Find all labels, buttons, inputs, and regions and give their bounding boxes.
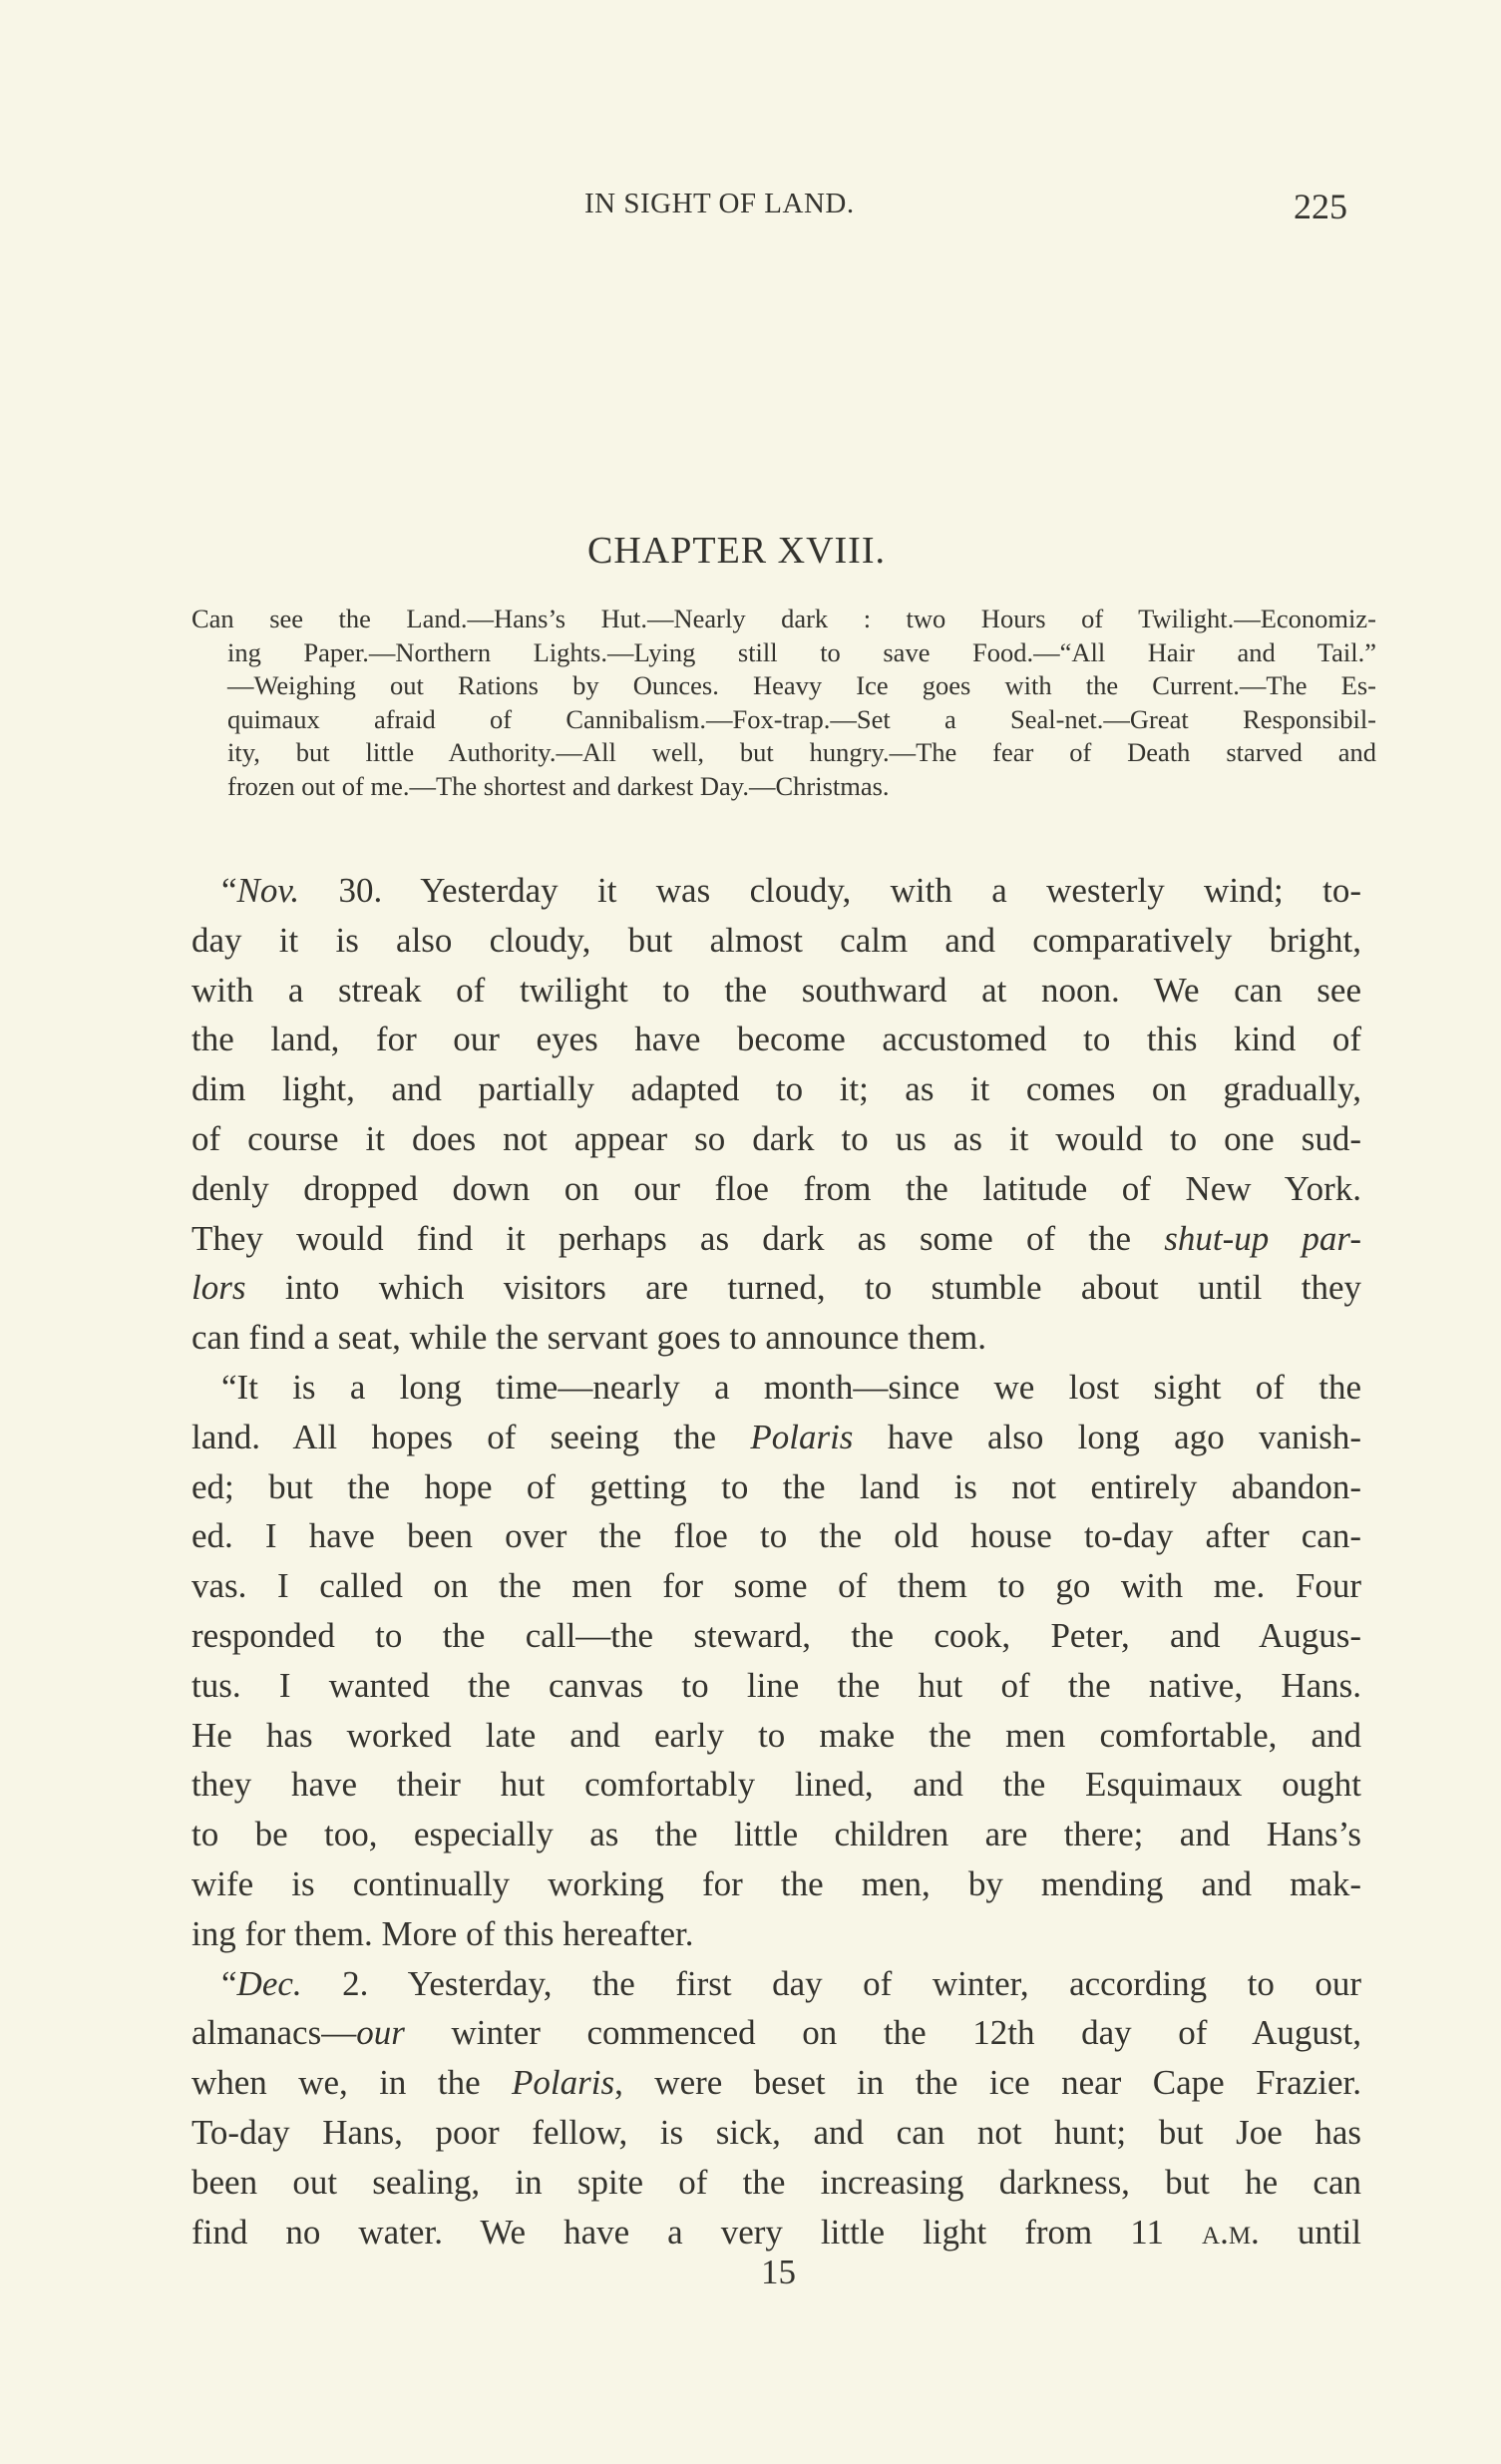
body-line [191, 1214, 1361, 1264]
italic-text: Nov. [236, 871, 300, 910]
chapter-summary [191, 603, 1376, 804]
body-line [191, 1711, 1361, 1761]
text-segment: denly dropped down on our floe from the latitude of New York. [191, 1168, 1361, 1208]
text-segment: almanacs— [191, 2013, 357, 2053]
text-segment: responded to the call—the steward, the cook, Peter, and Augus- [191, 1615, 1361, 1655]
text-segment: To-day Hans, poor fellow, is sick, and can not hunt; but Joe has [191, 2112, 1361, 2152]
summary-line: frozen out of me.—The shortest and darkest Day.—Christmas. [227, 770, 890, 801]
signature-number: 15 [761, 2253, 796, 2291]
text-segment: they have their hut comfortably lined, and the Esquimaux ought [191, 1765, 1361, 1805]
body-line [191, 1859, 1361, 1909]
text-segment: tus. I wanted the canvas to line the hut of the native, Hans. [191, 1665, 1361, 1705]
chapter-title: CHAPTER XVIII. [587, 530, 886, 572]
text-segment: “ [221, 1963, 237, 2003]
text-segment: wife is continually working for the men, by mending and mak- [191, 1863, 1361, 1903]
body-line [191, 1959, 1361, 2009]
page-number: 225 [1294, 187, 1347, 226]
summary-line: —Weighing out Rations by Ounces. Heavy Ice goes with the Current.—The Es- [227, 670, 1376, 701]
text-segment: of course it does not appear so dark to us as it would to one sud- [191, 1118, 1361, 1158]
body-line [191, 1760, 1361, 1810]
body-line [191, 1561, 1361, 1611]
text-segment: day it is also cloudy, but almost calm and comparatively bright, [191, 920, 1361, 960]
text-segment: 30. Yesterday it was cloudy, with a westerly wind; to- [299, 871, 1361, 910]
signature-mark [0, 2253, 1501, 2292]
body-line [191, 2058, 1361, 2108]
chapter-heading [0, 529, 1501, 573]
body-line [191, 1511, 1361, 1561]
text-segment: They would find it perhaps as dark as some of the [191, 1218, 1165, 1258]
body-line [191, 1164, 1361, 1214]
body-line [191, 1015, 1361, 1064]
text-segment: a.m. [1202, 2212, 1260, 2252]
text-segment: winter commenced on the 12th day of August, [404, 2013, 1361, 2053]
summary-line: ity, but little Authority.—All well, but hungry.—The fear of Death starved and [227, 737, 1376, 768]
body-line [191, 2208, 1361, 2258]
summary-line: quimaux afraid of Cannibalism.—Fox-trap.—Set a Seal-net.—Great Responsibil- [227, 703, 1376, 734]
body-line [191, 1413, 1361, 1462]
text-segment: with a streak of twilight to the southward at noon. We can see [191, 970, 1361, 1010]
text-segment: can find a seat, while the servant goes to announce them. [191, 1318, 986, 1358]
text-segment: into which visitors are turned, to stumble about until they [245, 1268, 1361, 1308]
text-segment: land. All hopes of seeing the [191, 1417, 751, 1456]
summary-line: Can see the Land.—Hans’s Hut.—Nearly dark : two Hours of Twilight.—Economiz- [191, 604, 1376, 633]
body-line [191, 1810, 1361, 1859]
body-line [191, 1909, 1361, 1959]
body-line [191, 866, 1361, 916]
text-segment: have also long ago vanish- [853, 1417, 1361, 1456]
text-segment: ed. I have been over the floe to the old house to-day after can- [191, 1516, 1361, 1556]
text-segment: “It is a long time—nearly a month—since we lost sight of the [221, 1367, 1361, 1407]
running-title: IN SIGHT OF LAND. [584, 188, 855, 219]
body-line [191, 1611, 1361, 1661]
body-line [191, 1263, 1361, 1313]
text-segment: been out sealing, in spite of the increasing darkness, but he can [191, 2162, 1361, 2202]
text-segment: the land, for our eyes have become accustomed to this kind of [191, 1020, 1361, 1059]
italic-text: shut-up par- [1164, 1218, 1361, 1258]
body-line [191, 2158, 1361, 2208]
text-segment: until [1259, 2212, 1361, 2252]
body-text [191, 866, 1361, 2257]
italic-text: lors [191, 1268, 246, 1308]
text-segment: , were beset in the ice near Cape Frazier. [614, 2063, 1361, 2103]
text-segment: dim light, and partially adapted to it; as it comes on gradually, [191, 1069, 1361, 1109]
body-line [191, 1462, 1361, 1512]
body-line [191, 1313, 1361, 1363]
text-segment: He has worked late and early to make the men comfortable, and [191, 1715, 1361, 1755]
summary-line: ing Paper.—Northern Lights.—Lying still to save Food.—“All Hair and Tail.” [227, 636, 1376, 667]
text-segment: to be too, especially as the little children are there; and Hans’s [191, 1815, 1361, 1854]
body-line [191, 2008, 1361, 2058]
body-line [191, 916, 1361, 966]
text-segment: when we, in the [191, 2063, 513, 2103]
italic-text: Polaris [750, 1417, 854, 1456]
body-line [191, 1064, 1361, 1114]
italic-text: Dec. [236, 1963, 302, 2003]
italic-text: Polaris [512, 2063, 615, 2103]
running-head [0, 188, 1501, 227]
text-segment: 2. Yesterday, the first day of winter, according to our [301, 1963, 1361, 2003]
text-segment: ing for them. More of this hereafter. [191, 1913, 694, 1953]
text-segment: find no water. We have a very little light from 11 [191, 2212, 1203, 2252]
italic-text: our [356, 2013, 405, 2053]
text-segment: vas. I called on the men for some of them to go with me. Four [191, 1566, 1361, 1606]
body-line [191, 966, 1361, 1016]
text-segment: “ [221, 871, 237, 910]
body-line [191, 1114, 1361, 1164]
body-line [191, 1661, 1361, 1711]
text-segment: ed; but the hope of getting to the land is not entirely abandon- [191, 1466, 1361, 1506]
body-line [191, 2108, 1361, 2158]
body-line [191, 1363, 1361, 1413]
